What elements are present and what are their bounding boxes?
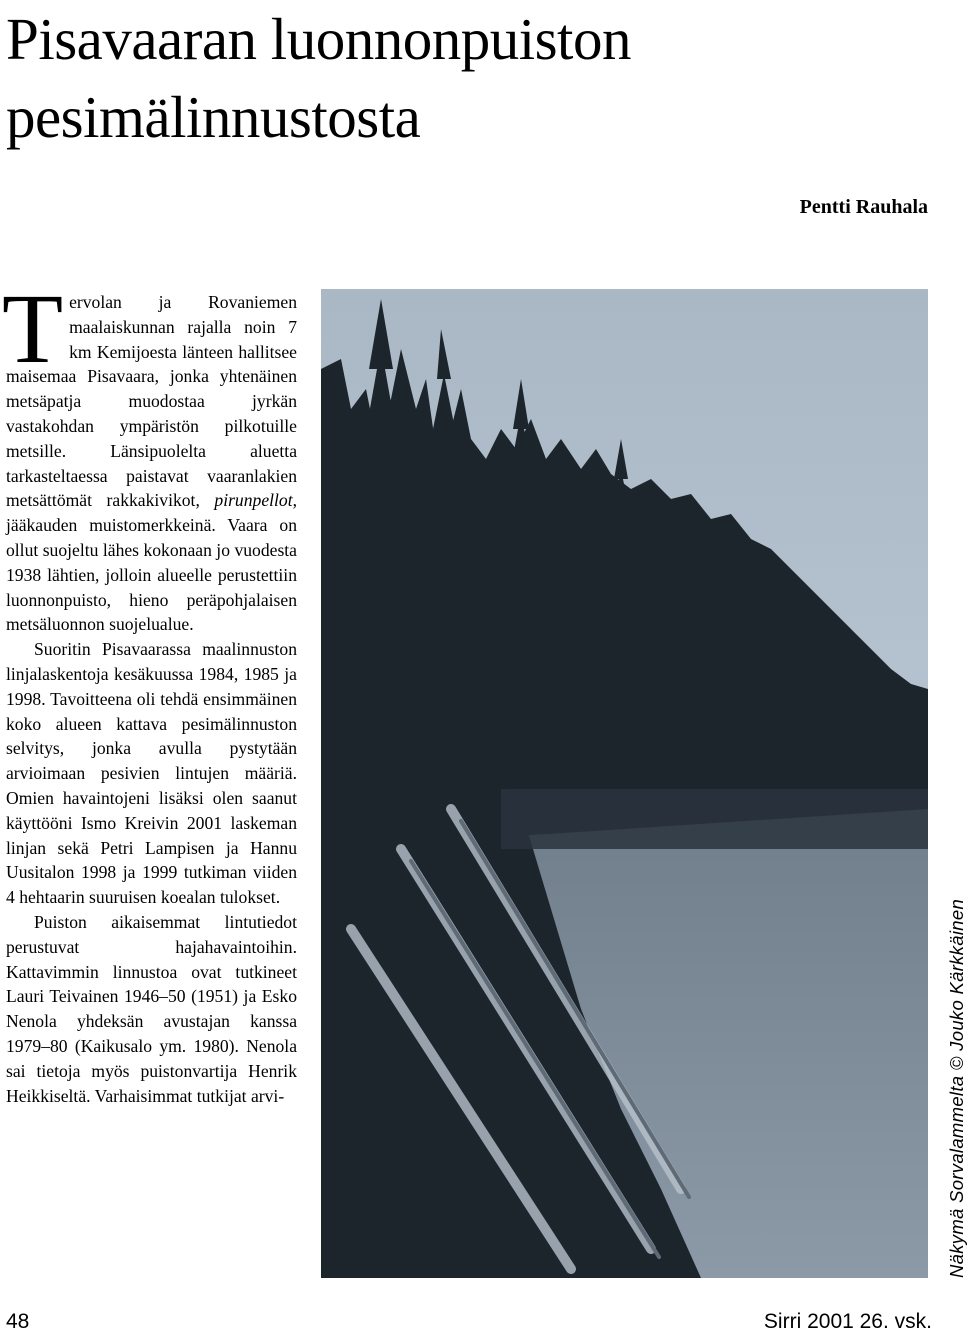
journal-info: Sirri 2001 26. vsk. bbox=[763, 1310, 932, 1333]
italic-term: pirunpellot bbox=[214, 490, 293, 511]
photo-caption: Näkymä Sorvalammelta © Jouko Kärkkäinen bbox=[946, 898, 967, 1278]
paragraph-2: Suoritin Pisavaarassa maalinnuston linjalaskentoja kesäkuussa 1984, 1985 ja 1998. Tavoitteena oli tehdä ensimmäinen koko alueen kattava pesimälinnuston selvitys, jonka avulla pystytään arvioimaan pesivien lintujen määriä. Omien havaintojeni lisäksi olen saanut käyttööni Ismo Kreivin 2001 laskeman linjan sekä Petri Lampisen ja Hannu Uusitalon 1998 ja 1999 tutkiman viiden 4 hehtaarin suuruisen koealan tulokset. bbox=[6, 639, 297, 908]
forest-reflection bbox=[501, 789, 928, 849]
paragraph-1-text-start: ervolan ja Rovaniemen maalaiskunnan rajalla noin 7 km Kemijoesta länteen hallitsee maisemaa Pisavaara, jonka yhtenäinen metsäpatja muodostaa jyrkän vastakohdan ympäristön pilkotuille metsille. Länsipuolelta aluetta tarkasteltaessa paistavat vaaranlakien metsättömät rakkakivikot, bbox=[6, 292, 297, 511]
paragraph-3: Puiston aikaisemmat lintutiedot perustuvat hajahavaintoihin. Kattavimmin linnustoa ovat tutkineet Lauri Teivainen 1946–50 (1951) ja Esko Nenola yhdeksän avustajan kanssa 1979–80 (Kaikusalo ym. 1980). Nenola sai tietoja myös puistonvartija Henrik Heikkiseltä. Varhaisimmat tutkijat arvi- bbox=[6, 911, 297, 1106]
photo-illustration bbox=[321, 289, 928, 1278]
page-number: 48 bbox=[6, 1310, 30, 1333]
article-body bbox=[2, 273, 297, 1108]
article-title: Pisavaaran luonnonpuiston pesimälinnustosta bbox=[6, 6, 631, 150]
paragraph-1 bbox=[2, 273, 297, 637]
landscape-photo bbox=[321, 289, 928, 1278]
drop-cap: T bbox=[2, 273, 64, 384]
paragraph-1-text-end: , jääkauden muistomerkkeinä. Vaara on ollut suojeltu lähes kokonaan jo vuodesta 1938 lähtien, jolloin alueelle perustettiin luonnonpuisto, hieno peräpohjalaisen metsäluonnon suojelualue. bbox=[6, 490, 297, 635]
author-name: Pentti Rauhala bbox=[799, 196, 928, 218]
